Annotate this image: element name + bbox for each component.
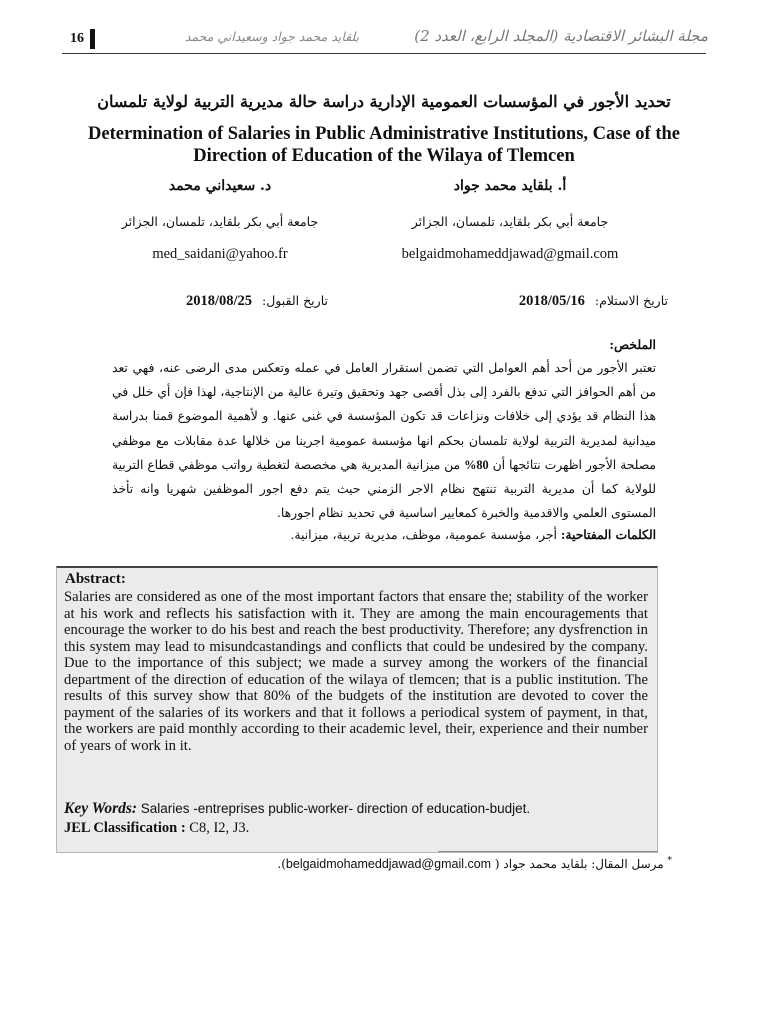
summary-label: الملخص: — [609, 337, 656, 352]
header-bar — [90, 29, 95, 49]
journal-name: مجلة البشائر الاقتصادية (المجلد الرابع، العدد 2) — [414, 27, 708, 45]
title-english: Determination of Salaries in Public Administrative Institutions, Case of the Direction of Education of the Wilaya of Tlemcen — [88, 124, 680, 166]
abstract-label: Abstract: — [65, 571, 126, 587]
received-date — [519, 293, 668, 310]
keywords-arabic — [112, 527, 656, 542]
keywords-english-value: Salaries -entreprises public-worker- direction of education-budjet. — [140, 801, 531, 816]
summary-text — [112, 356, 656, 525]
accepted-label: تاريخ القبول: — [262, 293, 328, 308]
abstract-text: Salaries are considered as one of the most important factors that ensare the; stability of the worker at his work and reflects his satisfaction with it. They are among the main encouragements that encourage the worker to do his best and reach the best productivity. Therefore; any dysfrenction in this system may lead to misundcastandings and conflicts that could be undesired by the company. Due to the importance of this subject; we made a survey among the workers of the financial department of the direction of education of the wilaya of tlemcen; that is a public institution. The results of this survey show that 80% of the budgets of the institution are devoted to cover the payment of the salaries of its workers and that it follows a periodical system of payment, in that, the workers are paid monthly according to their academic level, their, experience and their number of years of work in it. — [64, 589, 648, 754]
footnote-divider — [438, 851, 658, 852]
abstract-box — [56, 566, 658, 853]
author-1-name: أ. بلقايد محمد جواد — [453, 178, 567, 194]
keywords-arabic-label: الكلمات المفتاحية: — [560, 527, 656, 542]
header-divider — [62, 53, 706, 54]
summary-highlight: 80% — [464, 457, 489, 472]
received-label: تاريخ الاستلام: — [594, 293, 668, 308]
accepted-value: 2018/08/25 — [185, 293, 253, 309]
received-value: 2018/05/16 — [518, 293, 585, 309]
footnote-star: * — [667, 856, 672, 866]
keywords-english-label: Key Words: — [64, 800, 138, 817]
footnote-suffix: ). — [277, 857, 286, 871]
author-1-affiliation: جامعة أبي بكر بلقايد، تلمسان، الجزائر — [411, 214, 609, 229]
jel-label: JEL Classification : — [64, 820, 186, 836]
summary-text-part2: من ميزانية المديرية هي مخصصة لتغطية رواتب موظفي قطاع التربية للولاية كما أن مديرية التربية تنتهج نظام الاجر الزمني حيث يتم دفع اجور الموظفين شهريا وانه تأخذ المستوى العلمي والاقدمية والخبرة كمعايير اساسية في تحديد نظام اجورها. — [112, 457, 656, 521]
header-authors: بلقايد محمد جواد وسعيداني محمد — [184, 29, 360, 44]
jel-value: C8, I2, J3. — [189, 820, 250, 836]
jel-classification — [64, 820, 249, 837]
footnote-email: belgaidmohameddjawad@gmail.com — [285, 857, 492, 871]
author-2-affiliation: جامعة أبي بكر بلقايد، تلمسان، الجزائر — [121, 214, 319, 229]
accepted-date — [186, 293, 328, 310]
author-2 — [70, 178, 370, 263]
keywords-arabic-value: أجر، مؤسسة عمومية، موظف، مديرية تربية، ميزانية. — [290, 528, 557, 542]
title-arabic: تحديد الأجور في المؤسسات العمومية الإدارية دراسة حالة مديرية التربية لولاية تلمسان — [97, 92, 671, 111]
author-1 — [360, 178, 660, 263]
keywords-english — [64, 800, 530, 818]
footnote — [277, 856, 672, 871]
author-2-email: med_saidani@yahoo.fr — [152, 246, 288, 262]
page-number: 16 — [70, 31, 84, 46]
author-1-email: belgaidmohameddjawad@gmail.com — [401, 246, 619, 262]
author-2-name: د. سعيداني محمد — [168, 178, 272, 194]
footnote-prefix: مرسل المقال: بلقايد محمد جواد ( — [494, 857, 664, 871]
running-header — [62, 26, 708, 54]
summary-text-part1: تعتبر الأجور من أحد أهم العوامل التي تضمن استقرار العامل في عمله وتعكس مدى الرضى عنه، فهي تعد من أهم الحوافز التي تدفع بالفرد إلى بذل أقصى جهد وتحقيق وتيرة عالية من الإنتاجية، لهذا فإن أي خلل في هذا النظام قد يؤدي إلى خلافات ونزاعات قد تكون المؤسسة في غنى عنها. و لأهمية الموضوع قمنا بدراسة ميدانية لمديرية التربية لولاية تلمسان بحكم انها مؤسسة عمومية اجرينا من خلالها عدة مقابلات مع موظفي مصلحة الأجور اظهرت نتائجها أن — [112, 361, 656, 472]
